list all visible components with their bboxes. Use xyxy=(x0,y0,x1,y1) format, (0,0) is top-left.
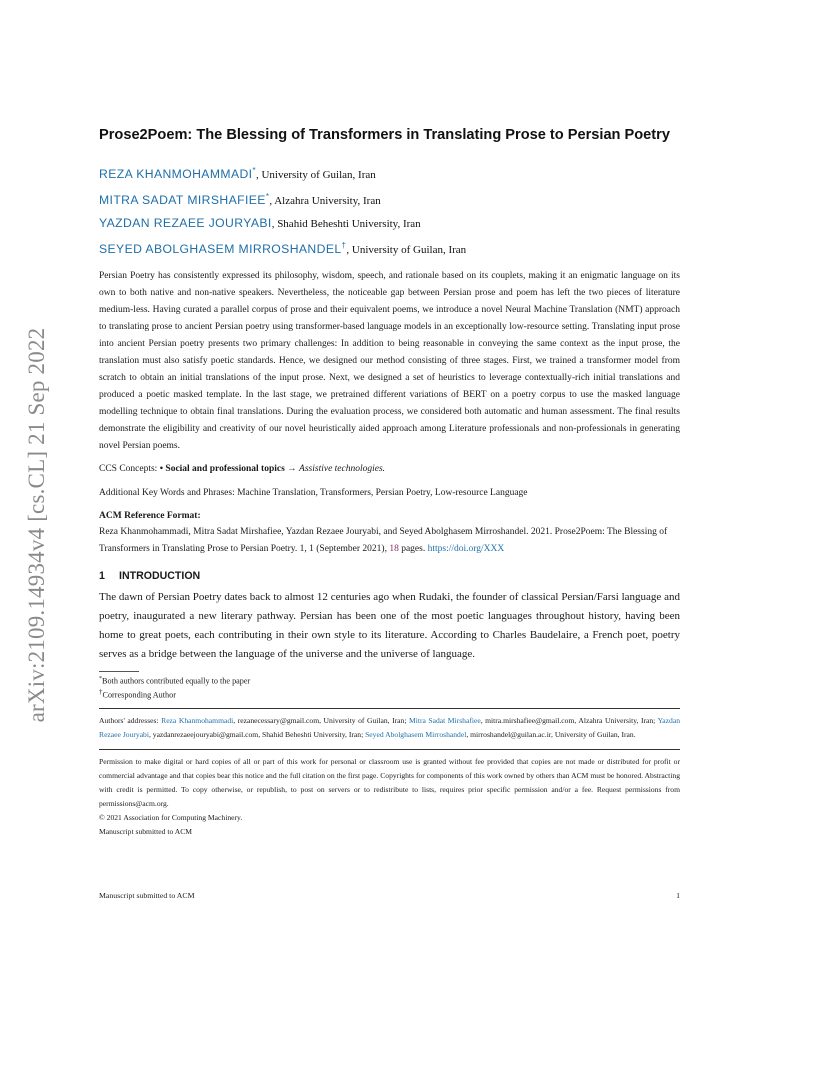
section-number: 1 xyxy=(99,570,105,583)
address-author-2-link[interactable]: Mitra Sadat Mirshafiee xyxy=(408,715,481,725)
author-1-affiliation: , University of Guilan, Iran xyxy=(255,169,376,182)
addresses-prefix: Authors' addresses: xyxy=(99,715,162,725)
author-4-name: SEYED ABOLGHASEM MIRROSHANDEL xyxy=(99,242,342,257)
address-rule xyxy=(99,708,680,709)
section-heading xyxy=(99,568,680,584)
page-count-link[interactable]: 18 xyxy=(389,544,399,555)
address-author-1-link[interactable]: Reza Khanmohammadi xyxy=(161,715,234,725)
permission-notice: Permission to make digital or hard copies of all or part of this work for personal or classroom use is granted without fee provided that copies are not made or distributed for profit or commercial advantage and that copies bear this notice and the full citation on the first page. Copyrights for components of this work owned by others than ACM must be honored. Abstracting with credit is permitted. To copy otherwise, or republish, to post on servers or to redistribute to lists, requires prior specific permission and/or a fee. Request permissions from permissions@acm.org. xyxy=(99,756,680,808)
author-3-affiliation: , Shahid Beheshti University, Iran xyxy=(271,218,421,231)
ccs-bullet: • xyxy=(159,464,166,475)
footnote-1-mark: * xyxy=(99,676,102,683)
acm-reference xyxy=(99,524,680,558)
author-1 xyxy=(99,160,680,186)
author-2-name: MITRA SADAT MIRSHAFIEE xyxy=(99,193,266,208)
footer-text: Manuscript submitted to ACM xyxy=(99,891,195,900)
author-1-mark: * xyxy=(252,166,256,175)
intro-paragraph: The dawn of Persian Poetry dates back to almost 12 centuries ago when Rudaki, the founder of classical Persian/Farsi language and poetry, inaugurated a new literary pathway. Persian has been one of the most poetic languages throughout history, having been home to great poets, each contributing in their own style to its literature. According to Charles Baudelaire, a French poet, poetry serves as a bridge between the language of the universe and the universe of language. xyxy=(99,591,680,661)
ccs-topic: Social and professional topics xyxy=(165,464,285,475)
footnote-1-text: Both authors contributed equally to the paper xyxy=(102,676,251,686)
ccs-subtopic: Assistive technologies. xyxy=(299,464,386,475)
abstract: Persian Poetry has consistently expressed its philosophy, wisdom, speech, and rationale based on its couplets, making it an enigmatic language on its own to both native and non-native speakers. Nevertheless, the noticeable gap between Persian prose and poem has left the two pieces of literature medium-less. Having curated a parallel corpus of prose and their equivalent poems, we introduce a novel Neural Machine Translation (NMT) approach to translating prose to ancient Persian poetry using transformer-based language models in an exceptionally low-resource setting. Translating input prose into ancient Persian poetry presents two primary challenges: In addition to being reasonable in conveying the same context as the input prose, the translation must also satisfy poetic standards. Hence, we designed our method consisting of three stages. First, we trained a transformer model from scratch to obtain an initial translations of the input prose. Next, we designed a set of heuristics to leverage contextually-rich initial translations and produced a poetic masked template. In the last stage, we pretrained different variations of BERT on a poetry corpus to use the masked language modelling technique to obtain final translations. During the evaluation process, we considered both automatic and human assessment. The final results demonstrate the eligibility and creativity of our novel heuristically aided approach among Literature professionals and non-professionals in generating novel Persian poems. xyxy=(99,271,680,452)
author-4 xyxy=(99,235,680,261)
footnote-2-text: Corresponding Author xyxy=(102,690,176,700)
author-2-affiliation: , Alzahra University, Iran xyxy=(269,195,381,208)
author-2 xyxy=(99,186,680,212)
footnote-1 xyxy=(99,674,680,687)
ccs-arrow: → xyxy=(284,464,300,475)
author-3-name: YAZDAN REZAEE JOURYABI xyxy=(99,216,272,231)
arxiv-stamp xyxy=(14,290,60,760)
address-author-3-link[interactable]: Yazdan Rezaee Jouryabi xyxy=(99,715,680,739)
section-title: INTRODUCTION xyxy=(119,570,201,583)
paper-title: Prose2Poem: The Blessing of Transformers in Translating Prose to Persian Poetry xyxy=(99,127,670,143)
author-list xyxy=(99,160,680,261)
author-4-affiliation: , University of Guilan, Iran xyxy=(346,244,467,257)
address-author-4-link[interactable]: Seyed Abolghasem Mirroshandel xyxy=(365,729,467,739)
doi-link[interactable]: https://doi.org/XXX xyxy=(427,544,505,555)
page-footer xyxy=(99,890,680,902)
address-author-1-details: , rezanecessary@gmail.com, University of Guilan, Iran; xyxy=(233,715,409,725)
paper-page xyxy=(99,124,680,839)
pages-suffix: pages. xyxy=(398,544,428,555)
author-1-name: REZA KHANMOHAMMADI xyxy=(99,167,253,182)
footnote-rule xyxy=(99,671,139,672)
footnotes xyxy=(99,671,680,700)
ccs-concepts xyxy=(99,461,680,478)
footnote-2 xyxy=(99,687,680,701)
keywords: Additional Key Words and Phrases: Machine Translation, Transformers, Persian Poetry, Low-resource Language xyxy=(99,488,528,499)
copyright-notice: © 2021 Association for Computing Machinery. xyxy=(99,812,243,822)
footnote-2-mark: † xyxy=(99,687,103,696)
author-addresses xyxy=(99,714,680,742)
author-4-mark: † xyxy=(341,241,347,251)
author-2-mark: * xyxy=(265,192,270,202)
address-author-4-details: , mirroshandel@guilan.ac.ir, University of Guilan, Iran. xyxy=(466,729,636,739)
address-author-3-details: , yazdanrezaeejouryabi@gmail.com, Shahid Beheshti University, Iran; xyxy=(148,729,366,739)
acm-reference-text: Reza Khanmohammadi, Mitra Sadat Mirshafiee, Yazdan Rezaee Jouryabi, and Seyed Abolghasem Mirroshandel. 2021. Prose2Poem: The Blessing of Transformers in Translating Prose to Persian Poetry. 1, 1 (September 2021), xyxy=(99,527,668,555)
author-3 xyxy=(99,212,680,235)
submission-note: Manuscript submitted to ACM xyxy=(99,826,193,836)
arxiv-stamp-text: arXiv:2109.14934v4 [cs.CL] 21 Sep 2022 xyxy=(24,327,49,723)
page-number: 1 xyxy=(676,891,680,900)
permission-rule xyxy=(99,749,680,750)
ccs-label: CCS Concepts: xyxy=(99,464,160,475)
address-author-2-details: , mitra.mirshafiee@gmail.com, Alzahra University, Iran; xyxy=(480,715,658,725)
acm-reference-heading: ACM Reference Format: xyxy=(99,511,201,522)
